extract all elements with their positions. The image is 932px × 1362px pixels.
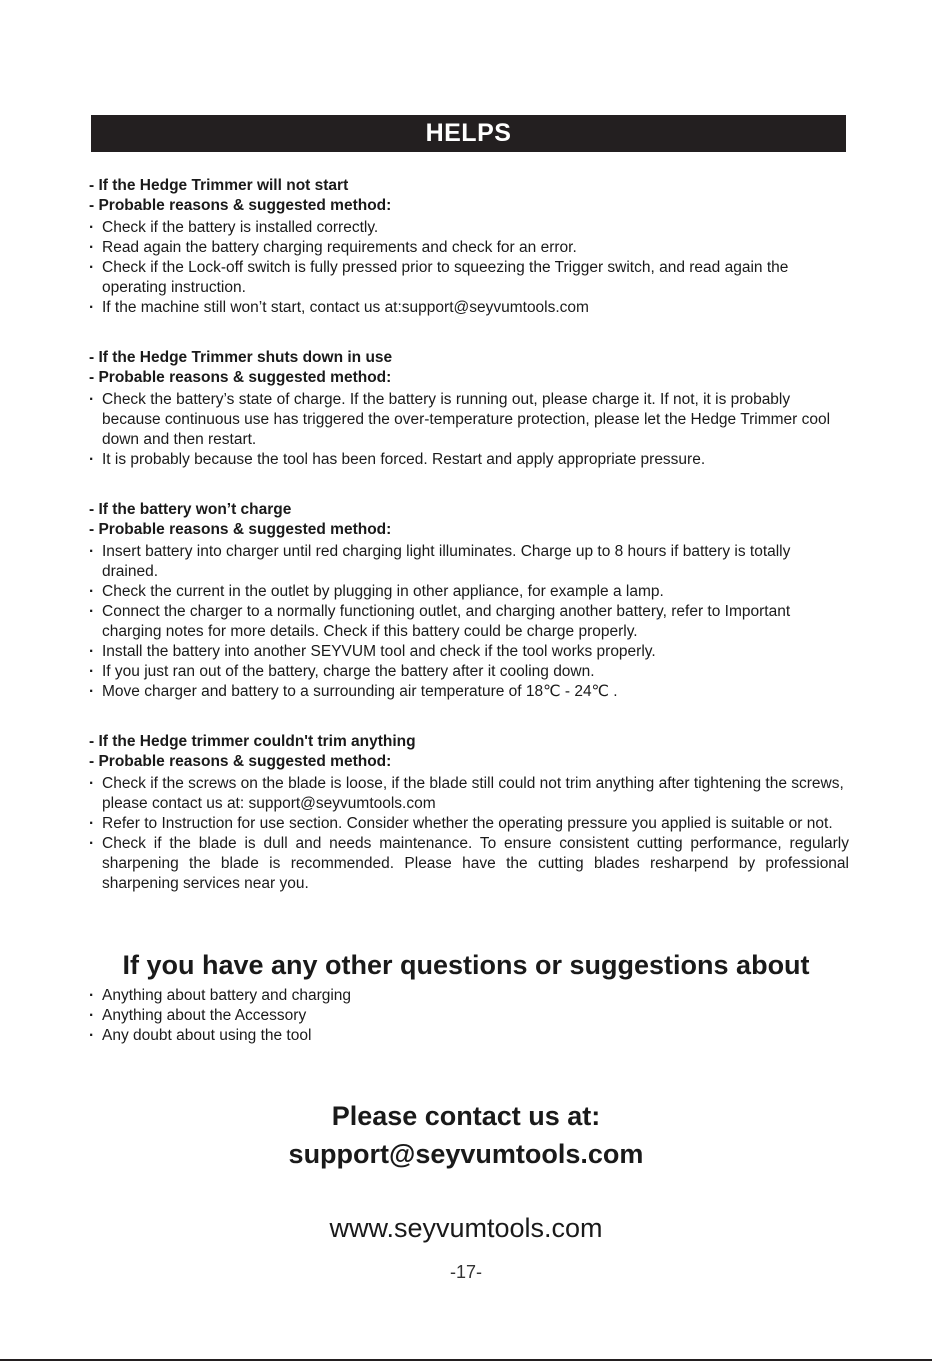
list-item: · If the machine still won’t start, contact us at:support@seyvumtools.com [89,298,849,318]
section-shuts-down [89,348,849,470]
list-item: · Install the battery into another SEYVUM tool and check if the tool works properly. [89,642,849,662]
other-questions-heading: If you have any other questions or suggestions about [122,950,810,980]
helps-banner: HELPS [91,115,846,152]
section-couldnt-trim [89,732,849,894]
section-subtitle: - Probable reasons & suggested method: [89,197,392,214]
section-title: - If the battery won’t charge [89,501,292,518]
list-item: · Check if the Lock-off switch is fully pressed prior to squeezing the Trigger switch, and read again the operating instruction. [89,258,849,298]
section-title: - If the Hedge Trimmer will not start [89,177,349,194]
section-subtitle: - Probable reasons & suggested method: [89,369,392,386]
list-item: · Any doubt about using the tool [89,1026,351,1046]
section-subtitle: - Probable reasons & suggested method: [89,753,392,770]
list-item: · If you just ran out of the battery, charge the battery after it cooling down. [89,662,849,682]
list-item: · Check if the screws on the blade is loose, if the blade still could not trim anything after tightening the screws, please contact us at: support@seyvumtools.com [89,774,849,814]
section-title: - If the Hedge Trimmer shuts down in use [89,349,393,366]
list-item: · Check if the battery is installed correctly. [89,218,849,238]
list-item: · Move charger and battery to a surrounding air temperature of 18℃ - 24℃ . [89,682,849,702]
list-item: · It is probably because the tool has been forced. Restart and apply appropriate pressure. [89,450,849,470]
list-item: · Insert battery into charger until red charging light illuminates. Charge up to 8 hours if battery is totally drained. [89,542,849,582]
website-url: www.seyvumtools.com [329,1213,603,1243]
suggestion-list [89,218,849,318]
list-item: · Check if the blade is dull and needs maintenance. To ensure consistent cutting performance, regularly sharpening the blade is recommended. Please have the cutting blades resharpend by professional sharpening services near you. [89,834,849,894]
section-title: - If the Hedge trimmer couldn't trim anything [89,733,416,750]
bottom-divider [0,1359,932,1361]
list-item: · Anything about battery and charging [89,986,351,1006]
section-subtitle: - Probable reasons & suggested method: [89,521,392,538]
list-item: · Anything about the Accessory [89,1006,351,1026]
list-item: · Check the battery’s state of charge. If the battery is running out, please charge it. If not, it is probably because continuous use has triggered the over-temperature protection, please let the Hedge Trimmer cool down and then restart. [89,390,849,450]
list-item: · Check the current in the outlet by plugging in other appliance, for example a lamp. [89,582,849,602]
page-number: -17- [449,1262,482,1282]
section-battery-wont-charge [89,500,849,702]
contact-heading: Please contact us at: [331,1101,601,1131]
suggestion-list [89,390,849,470]
suggestion-list [89,774,849,894]
list-item: · Connect the charger to a normally functioning outlet, and charging another battery, refer to Important charging notes for more details. Check if this battery could be charge properly. [89,602,849,642]
suggestion-list [89,542,849,702]
other-questions-list [89,986,351,1046]
contact-email: support@seyvumtools.com [288,1139,644,1169]
section-will-not-start [89,176,849,318]
list-item: · Refer to Instruction for use section. Consider whether the operating pressure you applied is suitable or not. [89,814,849,834]
list-item: · Read again the battery charging requirements and check for an error. [89,238,849,258]
